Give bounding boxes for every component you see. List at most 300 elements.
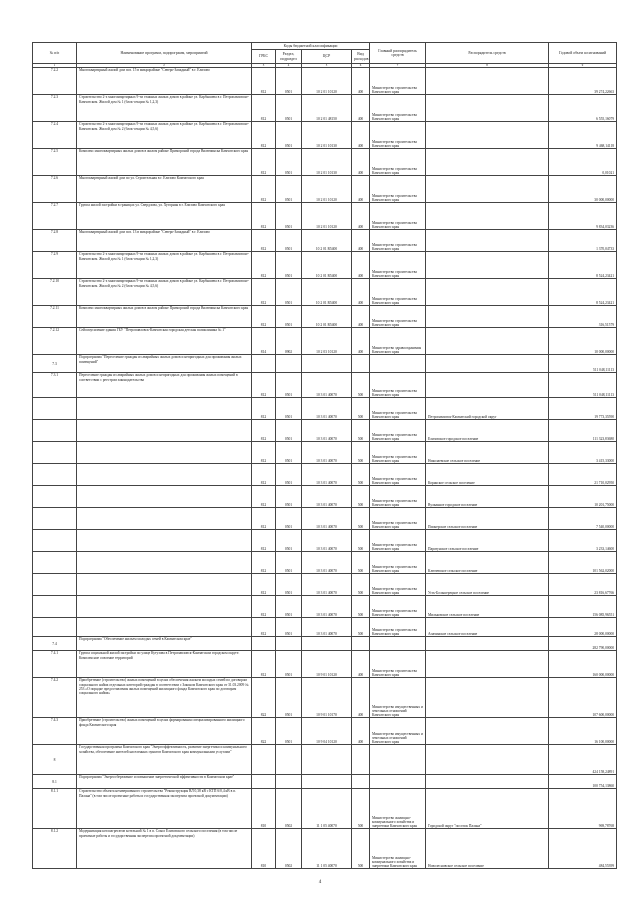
row-csr: 10 3 01 40070 (302, 420, 352, 442)
row-amount: 316,51579 (549, 306, 617, 328)
row-number: 7.2.5 (33, 149, 77, 176)
row-vr (352, 775, 370, 789)
row-csr: 10 2 01 10130 (302, 149, 352, 176)
row-manager: Министерство строительства Камчатского края (370, 149, 426, 176)
row-razdel: 0501 (276, 486, 302, 508)
row-grbs: 812 (252, 176, 276, 203)
row-csr: 10 2 01 48150 (302, 95, 352, 122)
row-amount: 156 085,96551 (549, 596, 617, 618)
row-grbs: 812 (252, 398, 276, 420)
row-amount: 160 000,00000 (549, 651, 617, 678)
row-amount: 10 201,75000 (549, 486, 617, 508)
row-grbs: 814 (252, 328, 276, 355)
table-row (33, 651, 617, 678)
row-recipient (426, 230, 549, 252)
row-vr: 400 (352, 306, 370, 328)
table-row (33, 122, 617, 149)
row-csr: 11 1 05 40070 (302, 829, 352, 869)
row-vr: 400 (352, 651, 370, 678)
header-manager: Главный распорядитель средств (370, 43, 426, 64)
row-number: 8 (33, 745, 77, 775)
row-csr: 10 3 01 40070 (302, 574, 352, 596)
row-recipient: Паратунское сельское поселение (426, 530, 549, 552)
row-name: Строительство 2-х многоквартирных 9-ти этажных жилых домов в районе ул. Карбышева в г. Петропавловске-Камчатском. Жилой дом № 1 (блок-секции № 1,2,3) (77, 95, 252, 122)
row-grbs: 812 (252, 373, 276, 398)
table-row (33, 552, 617, 574)
row-csr (302, 355, 352, 373)
row-amount: 8 524,23421 (549, 252, 617, 279)
row-name: Сейсмоусиление здания ГБУ "Петропавловск-Камчатская городская детская поликлиника № 1" (77, 328, 252, 355)
row-number: 8.1 (33, 775, 77, 789)
row-vr: 400 (352, 122, 370, 149)
row-grbs: 812 (252, 486, 276, 508)
row-vr: 500 (352, 829, 370, 869)
row-recipient: Ключевское сельское поселение (426, 552, 549, 574)
row-razdel (276, 637, 302, 651)
row-csr (302, 637, 352, 651)
row-manager: Министерство здравоохранения Камчатского края (370, 328, 426, 355)
table-row (33, 486, 617, 508)
row-csr (302, 775, 352, 789)
row-number: 7.3.1 (33, 373, 77, 398)
index-cell: 2 (77, 64, 252, 68)
row-amount: 424 158,24891 (549, 745, 617, 775)
row-grbs (252, 355, 276, 373)
row-csr: 10 3 01 40070 (302, 486, 352, 508)
row-razdel: 0501 (276, 252, 302, 279)
row-csr: 10 2 01 10130 (302, 122, 352, 149)
row-name (77, 552, 252, 574)
row-manager: Министерство строительства Камчатского края (370, 552, 426, 574)
row-name: Многоквартирный жилой дом поз. 13 в микрорайоне "Северо-Западный" в г. Елизово (77, 230, 252, 252)
table-row (33, 678, 617, 718)
row-vr: 400 (352, 68, 370, 95)
row-grbs (252, 637, 276, 651)
row-grbs: 812 (252, 596, 276, 618)
row-amount: 28 000,00000 (549, 618, 617, 637)
row-vr: 500 (352, 508, 370, 530)
row-razdel (276, 745, 302, 775)
row-grbs: 812 (252, 306, 276, 328)
row-vr: 500 (352, 420, 370, 442)
row-grbs: 812 (252, 122, 276, 149)
row-amount: 39 274,22663 (549, 68, 617, 95)
row-manager (370, 775, 426, 789)
table-row (33, 420, 617, 442)
row-csr: 10 3 01 40070 (302, 442, 352, 464)
row-name (77, 420, 252, 442)
row-number: 8.1.2 (33, 829, 77, 869)
row-amount: 282 790,00000 (549, 637, 617, 651)
table-row (33, 618, 617, 637)
header-recipient: Распорядитель средств (426, 43, 549, 64)
row-razdel: 0501 (276, 508, 302, 530)
row-vr: 400 (352, 328, 370, 355)
table-row (33, 203, 617, 230)
row-vr: 500 (352, 373, 370, 398)
row-grbs: 812 (252, 149, 276, 176)
row-name (77, 398, 252, 420)
row-recipient (426, 149, 549, 176)
row-razdel: 0501 (276, 279, 302, 306)
row-manager: Министерство строительства Камчатского края (370, 486, 426, 508)
header-razdel: Раздел, подраздел (276, 50, 302, 64)
row-grbs: 812 (252, 95, 276, 122)
table-row (33, 574, 617, 596)
row-razdel: 0501 (276, 203, 302, 230)
row-razdel: 0501 (276, 373, 302, 398)
header-volume: Годовой объем ассигнований (549, 43, 617, 64)
row-razdel: 0501 (276, 618, 302, 637)
row-number (33, 398, 77, 420)
row-razdel: 0502 (276, 829, 302, 869)
row-razdel: 0502 (276, 789, 302, 829)
row-grbs: 812 (252, 464, 276, 486)
row-recipient (426, 176, 549, 203)
table-row (33, 355, 617, 373)
table-row (33, 745, 617, 775)
row-manager: Министерство строительства Камчатского края (370, 122, 426, 149)
row-amount: 9 468,14118 (549, 122, 617, 149)
row-recipient (426, 122, 549, 149)
row-manager: Министерство строительства Камчатского края (370, 230, 426, 252)
row-csr: 10 3 01 40070 (302, 464, 352, 486)
row-manager (370, 355, 426, 373)
row-vr: 400 (352, 252, 370, 279)
index-cell: 7 (370, 64, 426, 68)
row-recipient: Корякское сельское поселение (426, 464, 549, 486)
table-row (33, 829, 617, 869)
row-vr (352, 355, 370, 373)
table-row (33, 252, 617, 279)
row-vr: 400 (352, 176, 370, 203)
row-razdel: 0501 (276, 176, 302, 203)
row-amount: 9 834,03236 (549, 203, 617, 230)
row-razdel: 0501 (276, 574, 302, 596)
row-recipient (426, 68, 549, 95)
row-razdel: 0501 (276, 552, 302, 574)
row-amount: 16 100,00000 (549, 718, 617, 745)
row-name: Переселение граждан из аварийных жилых домов и непригодных для проживания жилых помещений в соответствии с реестром законодательства (77, 373, 252, 398)
row-grbs (252, 745, 276, 775)
row-number (33, 530, 77, 552)
table-row (33, 230, 617, 252)
row-number: 8.1.1 (33, 789, 77, 829)
row-csr: 10 3 01 40070 (302, 530, 352, 552)
row-recipient (426, 718, 549, 745)
row-manager: Министерство строительства Камчатского края (370, 618, 426, 637)
row-vr: 500 (352, 486, 370, 508)
header-csr: ЦСР (302, 50, 352, 64)
row-amount: 8 524,23421 (549, 279, 617, 306)
row-number: 7.2.10 (33, 279, 77, 306)
row-amount: 21 710,02950 (549, 464, 617, 486)
row-razdel: 0501 (276, 306, 302, 328)
row-csr: 10 2 03 10120 (302, 328, 352, 355)
row-grbs: 812 (252, 530, 276, 552)
row-manager: Министерство имущественных и земельных отношений Камчатского края (370, 678, 426, 718)
row-csr: 10 9 01 10120 (302, 651, 352, 678)
row-razdel: 0501 (276, 442, 302, 464)
budget-table (32, 42, 617, 869)
row-manager: Министерство строительства Камчатского края (370, 398, 426, 420)
row-name: Строительство объекта незавершенного строительства "Реконструкция ВЛ 0,38 кВ с КТП 6/0,4 кВ в п. Палана" (в том числе проектные работы и государственная экспертиза проектной документации) (77, 789, 252, 829)
row-number (33, 420, 77, 442)
row-recipient: Николаевское сельское поселение (426, 442, 549, 464)
row-number (33, 574, 77, 596)
row-csr: 10 3 01 40070 (302, 552, 352, 574)
row-name: Приобретение (строительство) жилых помещений в целях формирования специализированного жилищного фонда Камчатского края (77, 718, 252, 745)
row-vr: 400 (352, 230, 370, 252)
row-recipient (426, 306, 549, 328)
row-recipient (426, 637, 549, 651)
row-vr: 400 (352, 678, 370, 718)
row-grbs: 812 (252, 618, 276, 637)
row-number: 7.2.2 (33, 68, 77, 95)
row-manager: Министерство строительства Камчатского края (370, 574, 426, 596)
row-number (33, 442, 77, 464)
row-manager: Министерство строительства Камчатского края (370, 464, 426, 486)
row-grbs: 812 (252, 420, 276, 442)
row-razdel: 0501 (276, 718, 302, 745)
row-vr: 400 (352, 149, 370, 176)
header-name: Наименование программ, подпрограмм, мероприятий (77, 43, 252, 64)
row-name: Многоквартирный жилой дом поз. 15 в микрорайоне "Северо-Западный" в г. Елизово (77, 68, 252, 95)
row-amount: 969,78768 (549, 789, 617, 829)
row-razdel: 0501 (276, 398, 302, 420)
row-grbs (252, 775, 276, 789)
index-cell: 4 (276, 64, 302, 68)
row-name (77, 508, 252, 530)
row-number: 7.2.7 (33, 203, 77, 230)
row-razdel: 0501 (276, 596, 302, 618)
row-recipient: Петропавловск-Камчатский городской округ (426, 398, 549, 420)
row-manager: Министерство строительства Камчатского края (370, 508, 426, 530)
table-row (33, 176, 617, 203)
row-amount: 484,55399 (549, 829, 617, 869)
row-name (77, 530, 252, 552)
row-vr: 500 (352, 442, 370, 464)
row-number: 7.4.1 (33, 651, 77, 678)
row-number: 7.2.12 (33, 328, 77, 355)
row-name (77, 442, 252, 464)
row-amount: 3 233,14600 (549, 530, 617, 552)
row-name (77, 618, 252, 637)
row-name: Государственная программа Камчатского края "Энергоэффективность, развитие энергетики и коммунального хозяйства, обеспечение жителей населенных пунктов Камчатского края коммунальными услугами" (77, 745, 252, 775)
row-amount: 100 754,13860 (549, 775, 617, 789)
table-row (33, 306, 617, 328)
row-manager: Министерство строительства Камчатского края (370, 95, 426, 122)
table-row (33, 508, 617, 530)
row-recipient: Городской округ "поселок Палана" (426, 789, 549, 829)
row-vr: 500 (352, 618, 370, 637)
row-amount: 6 555,16079 (549, 95, 617, 122)
row-name: Подпрограмма "Обеспечение жильем молодых семей в Камчатском крае" (77, 637, 252, 651)
row-number: 7.4.3 (33, 718, 77, 745)
row-name: Группа социальной жилой застройки по улице Кутузова в Петропавловск-Камчатском городском округе. Комплексное освоение территорий (77, 651, 252, 678)
row-number (33, 552, 77, 574)
row-grbs: 812 (252, 442, 276, 464)
header-grbs: ГРБС (252, 50, 276, 64)
row-name: Многоквартирный жилой дом по ул. Строительная в г. Елизово Камчатского края (77, 176, 252, 203)
row-manager: Министерство строительства Камчатского края (370, 306, 426, 328)
row-grbs: 812 (252, 574, 276, 596)
row-grbs: 812 (252, 651, 276, 678)
row-vr: 500 (352, 398, 370, 420)
row-recipient (426, 775, 549, 789)
table-row (33, 464, 617, 486)
row-grbs: 812 (252, 252, 276, 279)
row-amount: 30 000,00000 (549, 176, 617, 203)
row-grbs: 812 (252, 279, 276, 306)
row-name: Строительство 2-х многоквартирных 9-ти этажных жилых домов в районе ул. Карбышева в г. Петропавловске-Камчатском. Жилой дом № 2 (блок-секции № 4,5,6) (77, 279, 252, 306)
row-amount: 101 562,02000 (549, 552, 617, 574)
row-amount: 511 048,11113 (549, 373, 617, 398)
index-cell: 9 (549, 64, 617, 68)
row-csr: 10 2 01 R5400 (302, 230, 352, 252)
row-name: Подпрограмма "Переселение граждан из аварийных жилых домов и непригодных для проживания жилых помещений" (77, 355, 252, 373)
row-number: 7.2.4 (33, 122, 77, 149)
row-manager: Министерство строительства Камчатского края (370, 203, 426, 230)
table-row (33, 328, 617, 355)
table-row (33, 637, 617, 651)
row-name: Строительство 2-х многоквартирных 9-ти этажных жилых домов в районе ул. Карбышева в г. Петропавловске-Камчатском. Жилой дом № 2 (блок-секции № 4,5,6) (77, 122, 252, 149)
row-razdel: 0501 (276, 530, 302, 552)
row-amount: 3 415,33000 (549, 442, 617, 464)
row-csr: 11 1 05 40070 (302, 789, 352, 829)
row-number (33, 596, 77, 618)
row-grbs: 812 (252, 552, 276, 574)
row-razdel (276, 355, 302, 373)
row-vr: 500 (352, 530, 370, 552)
row-csr: 10 3 01 40070 (302, 596, 352, 618)
table-row (33, 279, 617, 306)
row-csr: 10 3 01 40070 (302, 508, 352, 530)
row-name: Строительство 2-х многоквартирных 9-ти этажных жилых домов в районе ул. Карбышева в г. Петропавловске-Камчатском. Жилой дом № 1 (блок-секции № 1,2,3) (77, 252, 252, 279)
row-razdel: 0501 (276, 464, 302, 486)
row-name (77, 596, 252, 618)
row-vr: 400 (352, 95, 370, 122)
row-amount: 19 773,35590 (549, 398, 617, 420)
row-number: 7.3 (33, 355, 77, 373)
row-amount: 10 000,00000 (549, 328, 617, 355)
row-manager: Министерство строительства Камчатского края (370, 651, 426, 678)
row-recipient (426, 203, 549, 230)
table-row (33, 149, 617, 176)
row-amount: 107 600,00000 (549, 678, 617, 718)
row-number: 7.4.2 (33, 678, 77, 718)
row-amount: 23 816,67766 (549, 574, 617, 596)
row-grbs: 822 (252, 678, 276, 718)
row-recipient: Пионерское сельское поселение (426, 508, 549, 530)
row-manager: Министерство строительства Камчатского края (370, 373, 426, 398)
table-row (33, 530, 617, 552)
row-number: 7.2.3 (33, 95, 77, 122)
row-manager: Министерство строительства Камчатского края (370, 279, 426, 306)
row-name (77, 464, 252, 486)
index-cell: 6 (352, 64, 370, 68)
row-csr: 10 3 01 40070 (302, 618, 352, 637)
row-csr (302, 745, 352, 775)
header-codes-group: Коды бюджетной классификации (252, 43, 370, 50)
row-vr: 500 (352, 574, 370, 596)
row-amount: 111 323,83680 (549, 420, 617, 442)
row-razdel: 0501 (276, 68, 302, 95)
row-razdel: 0501 (276, 95, 302, 122)
row-vr (352, 745, 370, 775)
row-manager (370, 637, 426, 651)
row-name: Группа жилой застройки в границах ул. Свердлова, ул. Хуторная в г. Елизово Камчатского края (77, 203, 252, 230)
row-vr: 500 (352, 789, 370, 829)
row-recipient (426, 651, 549, 678)
row-number (33, 618, 77, 637)
row-grbs: 810 (252, 789, 276, 829)
row-vr: 500 (352, 464, 370, 486)
row-manager (370, 745, 426, 775)
table-row (33, 373, 617, 398)
row-grbs: 810 (252, 829, 276, 869)
row-manager: Министерство жилищно-коммунального хозяйства и энергетики Камчатского края (370, 829, 426, 869)
row-amount: 0,01021 (549, 149, 617, 176)
row-manager: Министерство строительства Камчатского края (370, 68, 426, 95)
row-csr: 10 2 01 10120 (302, 176, 352, 203)
row-recipient: Елизовское городское поселение (426, 420, 549, 442)
row-grbs: 812 (252, 508, 276, 530)
row-recipient (426, 355, 549, 373)
row-recipient: Апачинское сельское поселение (426, 618, 549, 637)
row-recipient (426, 279, 549, 306)
row-name: Комплекс многоквартирных жилых домов в жилом районе Приморский города Вилючинска Камчатского края (77, 149, 252, 176)
row-name (77, 486, 252, 508)
table-row (33, 718, 617, 745)
row-grbs: 812 (252, 230, 276, 252)
table-row (33, 596, 617, 618)
table-row (33, 442, 617, 464)
row-number (33, 464, 77, 486)
row-csr: 10 3 01 40070 (302, 373, 352, 398)
row-manager: Министерство строительства Камчатского края (370, 530, 426, 552)
row-manager: Министерство строительства Камчатского края (370, 596, 426, 618)
row-vr: 500 (352, 552, 370, 574)
index-cell: 8 (426, 64, 549, 68)
table-row (33, 789, 617, 829)
row-csr: 10 2 01 R5400 (302, 279, 352, 306)
row-razdel: 0501 (276, 651, 302, 678)
row-razdel: 0501 (276, 149, 302, 176)
row-number: 7.2.9 (33, 252, 77, 279)
row-recipient (426, 328, 549, 355)
row-recipient (426, 252, 549, 279)
index-cell: 3 (252, 64, 276, 68)
row-name: Приобретение (строительство) жилых помещений в целях обеспечения жильем молодых семей по договорам социального найма отдельных категорий граждан в соответствии с Законом Камчатского края от 31.03.2009 № 253 «О порядке предоставления жилых помещений жилищного фонда Камчатского края по договорам социального найма» (77, 678, 252, 718)
row-number: 7.2.6 (33, 176, 77, 203)
row-recipient: Мильковское сельское поселение (426, 596, 549, 618)
table-row (33, 95, 617, 122)
row-amount: 1 370,04733 (549, 230, 617, 252)
row-recipient: Усть-Большерецкое сельское поселение (426, 574, 549, 596)
row-csr: 10 2 01 10120 (302, 203, 352, 230)
row-vr (352, 637, 370, 651)
row-recipient: Новолесновское сельское поселение (426, 829, 549, 869)
row-manager: Министерство строительства Камчатского края (370, 252, 426, 279)
table-row (33, 68, 617, 95)
row-recipient (426, 373, 549, 398)
row-name: Комплекс многоквартирных жилых домов в жилом районе Приморский города Вилючинска Камчатского края (77, 306, 252, 328)
row-amount: 511 048,11113 (549, 355, 617, 373)
row-name (77, 574, 252, 596)
row-razdel: 0501 (276, 122, 302, 149)
row-vr: 400 (352, 718, 370, 745)
